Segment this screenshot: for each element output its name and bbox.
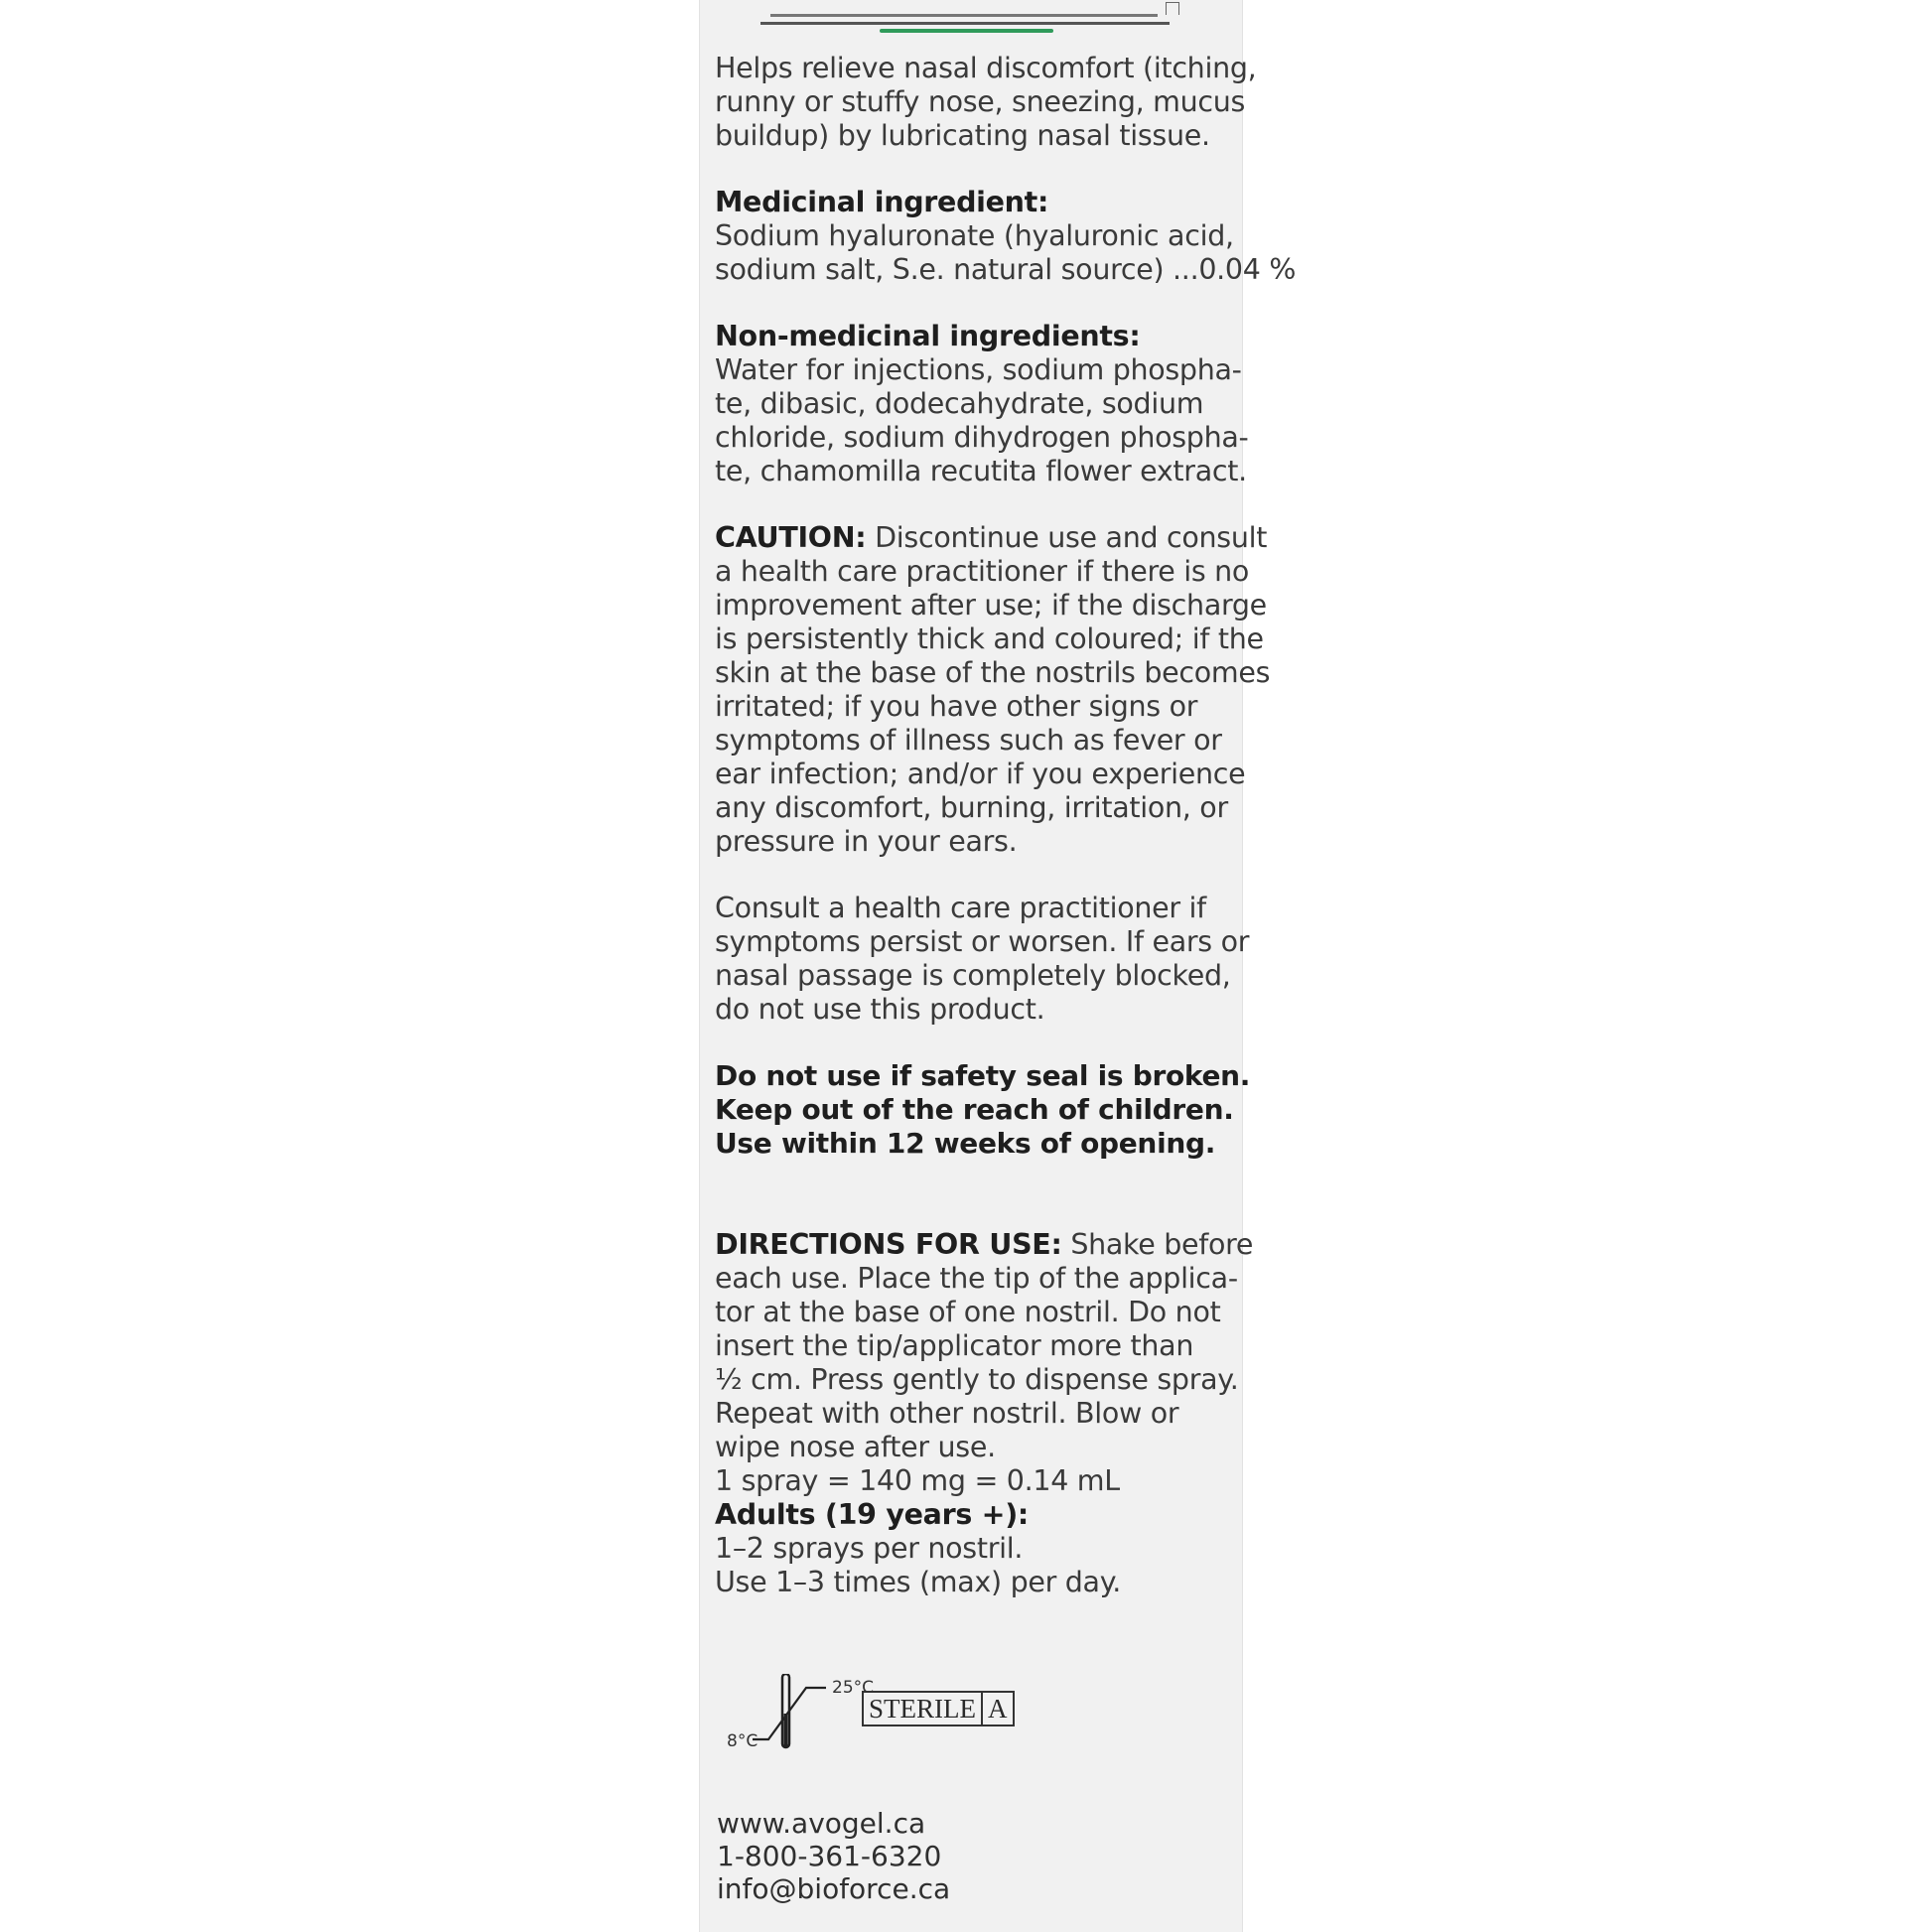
warnings-section: Do not use if safety seal is broken. Keep out of the reach of children. Use within 12 weeks of opening. [715,1059,1251,1160]
sterile-badge [862,1691,1015,1726]
contact-info [717,1807,950,1905]
storage-temperature-symbol [725,1674,875,1751]
sterile-label: STERILE [869,1694,976,1724]
caution-section: CAUTION: Discontinue use and consult a health care practitioner if there is no improvement after use; if the discharge is persistently thick and coloured; if the skin at the base of the nostrils becomes irritated; if you have other signs or symptoms of illness such as fever or ear infection; and/or if you experience any discomfort, burning, irritation, or pressure in your ears. [715,521,1271,858]
non-medicinal-heading: Non-medicinal ingredients: [715,320,1141,352]
green-accent-bar [880,29,1053,33]
package-side-panel [699,0,1297,1932]
medicinal-heading: Medicinal ingredient: [715,186,1049,218]
consult-section: Consult a health care practitioner if symptoms persist or worsen. If ears or nasal passage is completely blocked, do not use this product. [715,892,1250,1026]
website-link: www.avogel.ca [717,1807,926,1840]
adults-heading: Adults (19 years +): [715,1498,1030,1531]
high-temperature-label: 25°C [832,1678,875,1698]
non-medicinal-ingredients-section: Non-medicinal ingredients: Water for injections, sodium phospha- te, dibasic, dodecahydrate, sodium chloride, sodium dihydrogen phospha- te, chamomilla recutita flower extract. [715,320,1249,487]
phone-number: 1-800-361-6320 [717,1840,942,1872]
email-address: info@bioforce.ca [717,1872,951,1905]
caution-label: CAUTION: [715,521,867,554]
medicinal-ingredient-section: Medicinal ingredient: Sodium hyaluronate (hyaluronic acid, sodium salt, S.e. natural source) ...0.04 % [715,186,1297,286]
cropped-header-strip [760,10,1170,32]
directions-label: DIRECTIONS FOR USE: [715,1228,1062,1261]
sterilization-method: A [981,1693,1013,1725]
low-temperature-label: 8°C [727,1731,759,1751]
directions-section: DIRECTIONS FOR USE: Shake before each use. Place the tip of the applica- tor at the base of one nostril. Do not insert the tip/applicator more than ½ cm. Press gently to dispense spray. Repeat with other nostril. Blow or wipe nose after use. 1 spray = 140 mg = 0.14 mL Adults (19 years +): 1–2 sprays per nostril. Use 1–3 times (max) per day. [715,1228,1254,1598]
intro-text: Helps relieve nasal discomfort (itching, runny or stuffy nose, sneezing, mucus buildup) by lubricating nasal tissue. [715,52,1257,152]
